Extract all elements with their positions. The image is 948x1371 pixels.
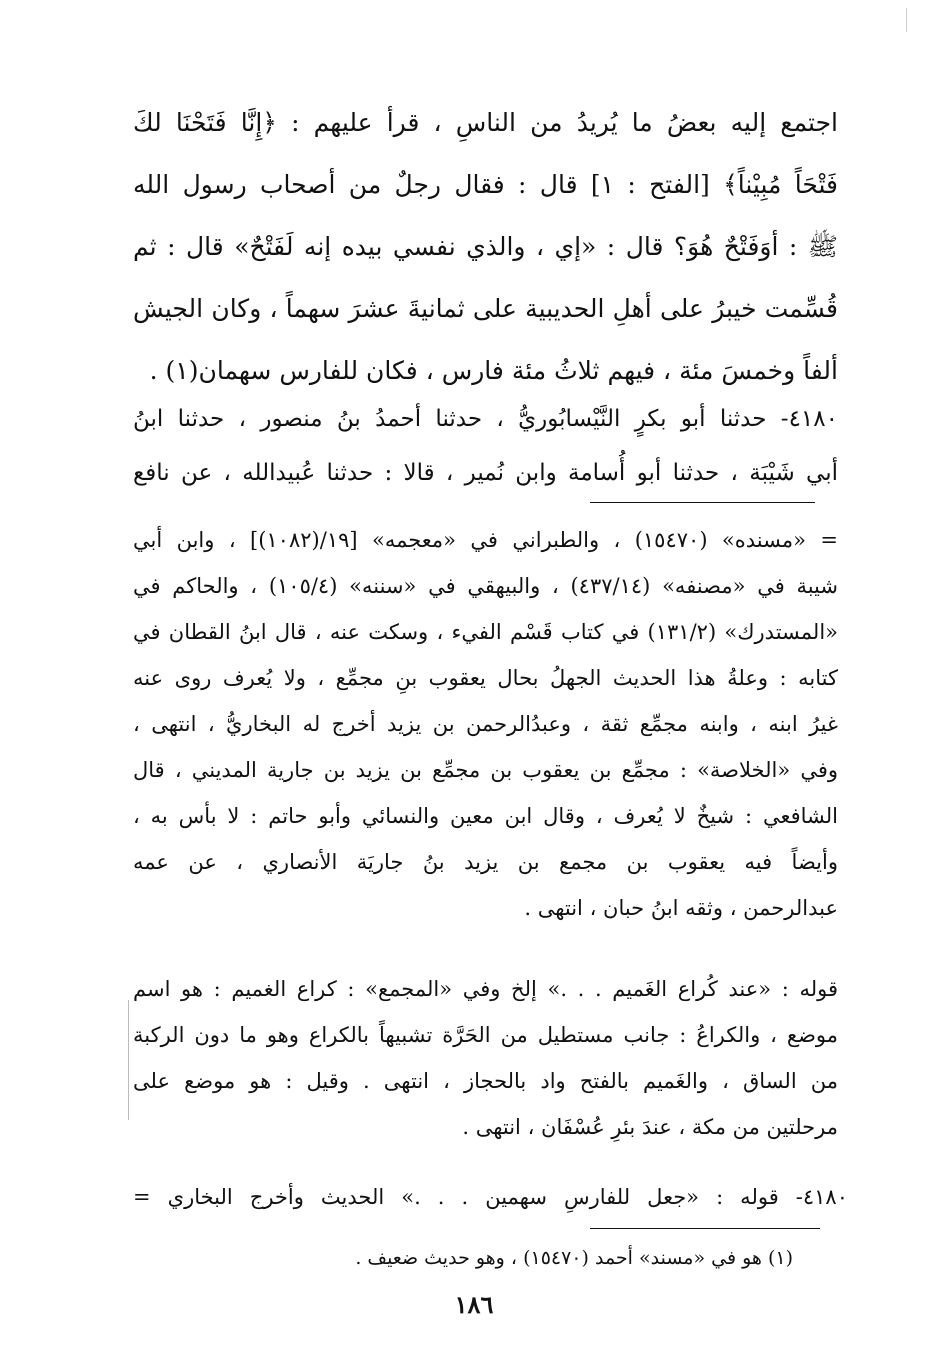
- main-line: اجتمع إليه بعضُ ما يُريدُ من الناسِ ، قرأ عليهم : ﴿إِنَّا فَتَحْنَا لكَ: [133, 108, 838, 137]
- main-text: [133, 92, 838, 402]
- commentary-line: وفي «الخلاصة» : مجمِّع بن يعقوب بن مجمِّع بن يزيد بن جارية المديني ، قال: [133, 758, 838, 782]
- commentary-line: عبدالرحمن ، وثقه ابنُ حبان ، انتهى .: [524, 896, 838, 920]
- footnote-separator-bottom: [590, 1228, 820, 1229]
- hadith-4180: [133, 392, 838, 500]
- commentary-line: موضع ، والكراعُ : جانب مستطيل من الحَرَّة تشبيهاً بالكراع وهو ما دون الركبة: [133, 1023, 838, 1047]
- commentary-line: من الساق ، والغَميم بالفتح واد بالحجاز ، انتهى . وقيل : هو موضع على: [133, 1069, 838, 1093]
- commentary-line: ٤١٨٠- قوله : «جعل للفارسِ سهمين . . .» الحديث وأخرج البخاري =: [133, 1185, 848, 1209]
- footnote: (١) هو في «مسند» أحمد (١٥٤٧٠) ، وهو حديث ضعيف .: [355, 1247, 793, 1269]
- margin-line: [128, 1000, 129, 1120]
- footnote-separator-top: [590, 502, 815, 503]
- main-line: ﷺ : أوَفَتْحٌ هُوَ؟ قال : «إي ، والذي نفسي بيده إنه لَفَتْحٌ» قال : ثم: [133, 232, 838, 261]
- commentary-line: مرحلتين من مكة ، عندَ بئرِ عُسْفَان ، انتهى .: [462, 1115, 838, 1139]
- hadith-line: ٤١٨٠- حدثنا أبو بكرٍ النَّيْسابُوريُّ ، حدثنا أحمدُ بنُ منصور ، حدثنا ابنُ: [133, 406, 838, 432]
- commentary-line: كتابه : وعلةُ هذا الحديث الجهلُ بحال يعقوب بنِ مجمِّع ، ولا يُعرف روى عنه: [133, 666, 838, 690]
- commentary-line: غيرُ ابنه ، وابنه مجمِّع ثقة ، وعبدُالرحمن بن يزيد أخرج له البخاريُّ ، انتهى ،: [133, 712, 838, 736]
- commentary-block-3: [133, 1174, 848, 1220]
- commentary-line: وأيضاً فيه يعقوب بن مجمع بن يزيد بنُ جاريَة الأنصاري ، عن عمه: [133, 850, 838, 874]
- commentary-line: «المستدرك» (١٣١/٢) في كتاب قَسْم الفيء ، وسكت عنه ، قال ابنُ القطان في: [133, 620, 838, 644]
- commentary-block-1: [133, 517, 838, 931]
- commentary-line: شيبة في «مصنفه» (٤٣٧/١٤) ، والبيهقي في «سننه» (١٠٥/٤) ، والحاكم في: [133, 574, 838, 598]
- scan-mark: [906, 8, 907, 32]
- commentary-block-2: [133, 966, 838, 1150]
- commentary-line: قوله : «عند كُراع الغَميم . . .» إلخ وفي «المجمع» : كراع الغميم : هو اسم: [133, 977, 838, 1001]
- main-line: فَتْحَاً مُبِيْناً﴾ [الفتح : ١] قال : فقال رجلٌ من أصحاب رسول الله: [133, 170, 838, 199]
- hadith-line: أبي شَيْبَة ، حدثنا أبو أُسامة وابن نُمير ، قالا : حدثنا عُبيدالله ، عن نافع: [133, 460, 838, 486]
- page-number: ١٨٦: [454, 1290, 494, 1319]
- main-line: قُسِّمت خيبرُ على أهلِ الحديبية على ثمانيةَ عشرَ سهماً ، وكان الجيش: [133, 294, 838, 323]
- commentary-line: الشافعي : شيخٌ لا يُعرف ، وقال ابن معين والنسائي وأبو حاتم : لا بأس به ،: [133, 804, 838, 828]
- main-line: ألفاً وخمسَ مئة ، فيهم ثلاثُ مئة فارس ، فكان للفارس سهمان(١) .: [149, 356, 838, 385]
- commentary-line: = «مسنده» (١٥٤٧٠) ، والطبراني في «معجمه» [١٩/(١٠٨٢)] ، وابن أبي: [133, 528, 838, 552]
